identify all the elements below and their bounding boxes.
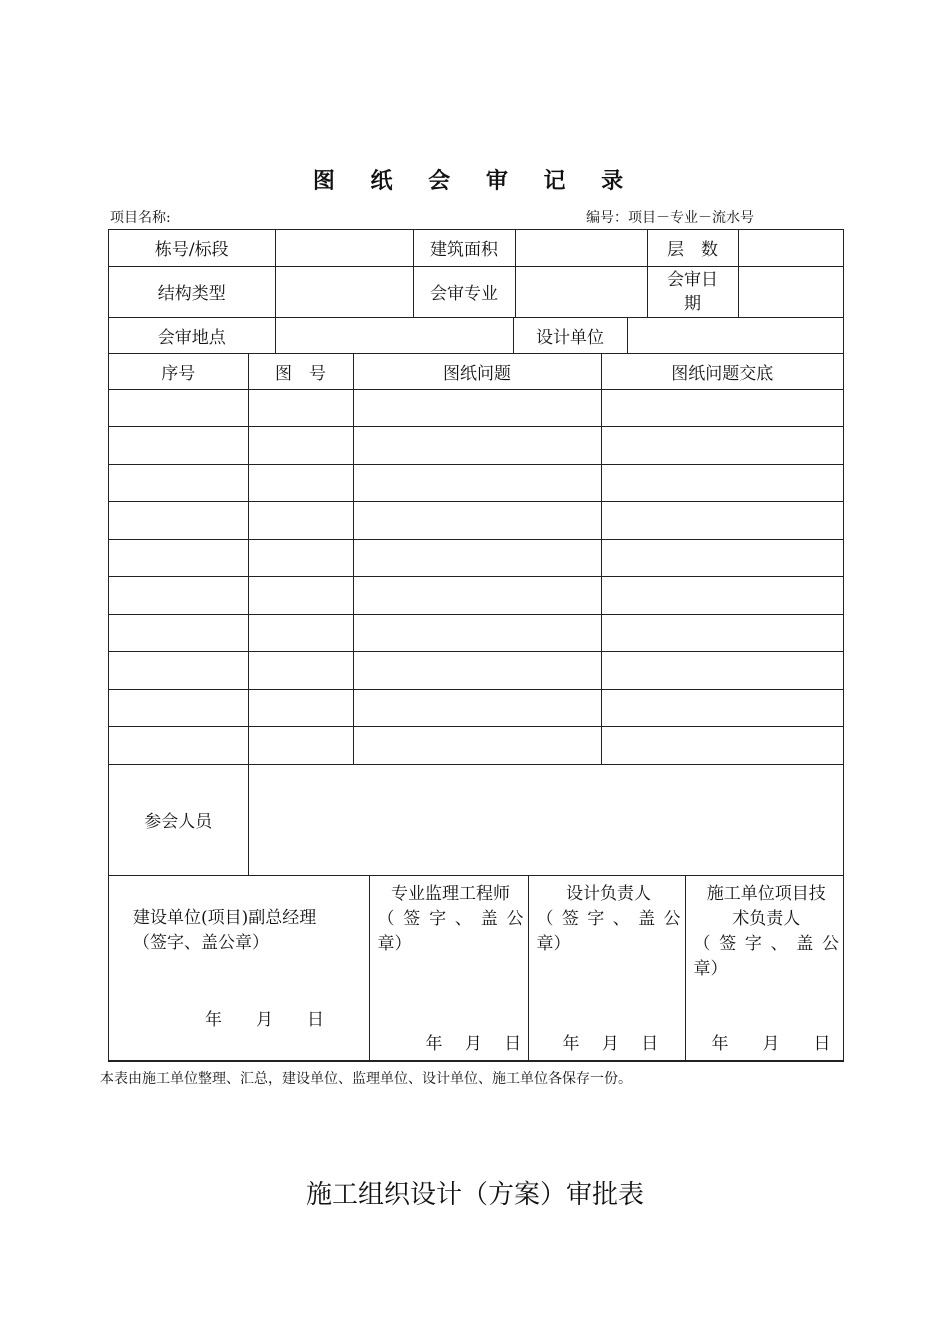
- next-form-title: 施工组织设计（方案）审批表: [305, 1180, 644, 1210]
- review-place-label: 会审地点: [109, 318, 275, 354]
- designer-sign-date: 年 月 日: [562, 1033, 659, 1054]
- serial-cell[interactable]: [109, 652, 248, 690]
- review-record-form: [108, 229, 844, 1062]
- issue-clarification-cell[interactable]: [601, 727, 843, 765]
- drawing-no-cell[interactable]: [248, 614, 353, 652]
- floor-area-field[interactable]: [515, 230, 647, 266]
- document-title: 图 纸 会 审 记 录: [312, 168, 638, 194]
- drawing-issue-cell[interactable]: [353, 727, 601, 765]
- drawing-no-cell[interactable]: [248, 389, 353, 427]
- supervisor-role-label: 专业监理工程师: [391, 883, 510, 904]
- col-header-drawing-issue: 图纸问题: [353, 354, 601, 389]
- designer-sign-note-cont: 章）: [536, 933, 571, 954]
- structure-type-field[interactable]: [275, 266, 413, 317]
- issues-table: [109, 354, 843, 876]
- serial-cell[interactable]: [109, 577, 248, 615]
- serial-cell[interactable]: [109, 389, 248, 427]
- drawing-issue-cell[interactable]: [353, 652, 601, 690]
- owner-signature-text: [133, 906, 365, 956]
- issues-header-row: [109, 354, 843, 389]
- review-date-label-line1: 会审日: [667, 269, 718, 290]
- issue-clarification-cell[interactable]: [601, 464, 843, 502]
- info-table: [109, 230, 843, 318]
- drawing-no-cell[interactable]: [248, 727, 353, 765]
- issue-row: [109, 389, 843, 427]
- contractor-role-label-cont: 术负责人: [732, 908, 801, 929]
- drawing-issue-cell[interactable]: [353, 427, 601, 465]
- floors-label: 层 数: [647, 230, 738, 266]
- col-header-issue-clarification: 图纸问题交底: [601, 354, 843, 389]
- review-date-label: [647, 266, 738, 317]
- drawing-issue-cell[interactable]: [353, 389, 601, 427]
- supervisor-sign-date: 年 月 日: [425, 1033, 522, 1054]
- col-header-drawing-no: 图 号: [248, 354, 353, 389]
- issue-clarification-cell[interactable]: [601, 502, 843, 540]
- owner-signature-cell[interactable]: [109, 876, 369, 1061]
- drawing-issue-cell[interactable]: [353, 502, 601, 540]
- drawing-issue-cell[interactable]: [353, 464, 601, 502]
- attendees-field[interactable]: [248, 764, 843, 875]
- structure-type-label: 结构类型: [109, 266, 275, 317]
- review-specialty-label: 会审专业: [413, 266, 515, 317]
- designer-signature-cell[interactable]: [528, 876, 685, 1061]
- building-no-field[interactable]: [275, 230, 413, 266]
- attendees-label: 参会人员: [109, 764, 248, 875]
- issue-row: [109, 427, 843, 465]
- owner-role-label: 建设单位(项目)副总经理: [133, 907, 317, 928]
- designer-role-label: 设计负责人: [566, 883, 651, 904]
- contractor-signature-cell[interactable]: [685, 876, 843, 1061]
- owner-sign-note: （签字、盖公章）: [133, 932, 269, 953]
- issue-row: [109, 539, 843, 577]
- issue-row: [109, 727, 843, 765]
- drawing-no-cell[interactable]: [248, 689, 353, 727]
- issue-row: [109, 502, 843, 540]
- drawing-no-cell[interactable]: [248, 464, 353, 502]
- supervisor-sign-note-cont: 章）: [377, 933, 412, 954]
- issue-row: [109, 577, 843, 615]
- supervisor-signature-cell[interactable]: [369, 876, 528, 1061]
- footnote: 本表由施工单位整理、汇总，建设单位、监理单位、设计单位、施工单位各保存一份。: [100, 1071, 632, 1087]
- designer-sign-note: （签字、盖公: [536, 908, 681, 929]
- issue-clarification-cell[interactable]: [601, 539, 843, 577]
- design-unit-label: 设计单位: [513, 318, 627, 354]
- col-header-serial: 序号: [109, 354, 248, 389]
- drawing-no-cell[interactable]: [248, 652, 353, 690]
- serial-cell[interactable]: [109, 689, 248, 727]
- contractor-sign-date: 年 月 日: [711, 1033, 831, 1054]
- place-table: [109, 318, 843, 355]
- designer-signature-text: [537, 882, 681, 957]
- review-place-field[interactable]: [275, 318, 513, 354]
- drawing-issue-cell[interactable]: [353, 614, 601, 652]
- signature-table: [109, 876, 843, 1061]
- design-unit-field[interactable]: [627, 318, 843, 354]
- review-specialty-field[interactable]: [515, 266, 647, 317]
- issue-clarification-cell[interactable]: [601, 577, 843, 615]
- document-number-label: 编号：项目－专业－流水号: [586, 210, 754, 226]
- drawing-issue-cell[interactable]: [353, 577, 601, 615]
- serial-cell[interactable]: [109, 502, 248, 540]
- serial-cell[interactable]: [109, 539, 248, 577]
- contractor-sign-note: （签字、盖公: [693, 933, 839, 954]
- issue-row: [109, 464, 843, 502]
- drawing-no-cell[interactable]: [248, 539, 353, 577]
- review-date-label-line2: 期: [684, 293, 701, 314]
- contractor-signature-text: [694, 882, 840, 982]
- issue-row: [109, 689, 843, 727]
- issue-clarification-cell[interactable]: [601, 652, 843, 690]
- contractor-sign-note-cont: 章）: [693, 958, 728, 979]
- drawing-no-cell[interactable]: [248, 577, 353, 615]
- issue-clarification-cell[interactable]: [601, 614, 843, 652]
- issue-row: [109, 652, 843, 690]
- issue-row: [109, 614, 843, 652]
- drawing-issue-cell[interactable]: [353, 539, 601, 577]
- issues-table-body: [109, 354, 843, 764]
- building-no-label: 栋号/标段: [109, 230, 275, 266]
- drawing-no-cell[interactable]: [248, 427, 353, 465]
- serial-cell[interactable]: [109, 614, 248, 652]
- owner-sign-date: 年 月 日: [205, 1009, 324, 1030]
- supervisor-signature-text: [378, 882, 524, 957]
- serial-cell[interactable]: [109, 464, 248, 502]
- issue-clarification-cell[interactable]: [601, 427, 843, 465]
- contractor-role-label: 施工单位项目技: [706, 883, 826, 904]
- floors-field[interactable]: [738, 230, 843, 266]
- review-date-field[interactable]: [738, 266, 843, 317]
- project-name-label: 项目名称:: [110, 210, 171, 226]
- supervisor-sign-note: （签字、盖公: [377, 908, 524, 929]
- issue-clarification-cell[interactable]: [601, 689, 843, 727]
- floor-area-label: 建筑面积: [413, 230, 515, 266]
- drawing-no-cell[interactable]: [248, 502, 353, 540]
- serial-cell[interactable]: [109, 427, 248, 465]
- serial-cell[interactable]: [109, 727, 248, 765]
- issue-clarification-cell[interactable]: [601, 389, 843, 427]
- drawing-issue-cell[interactable]: [353, 689, 601, 727]
